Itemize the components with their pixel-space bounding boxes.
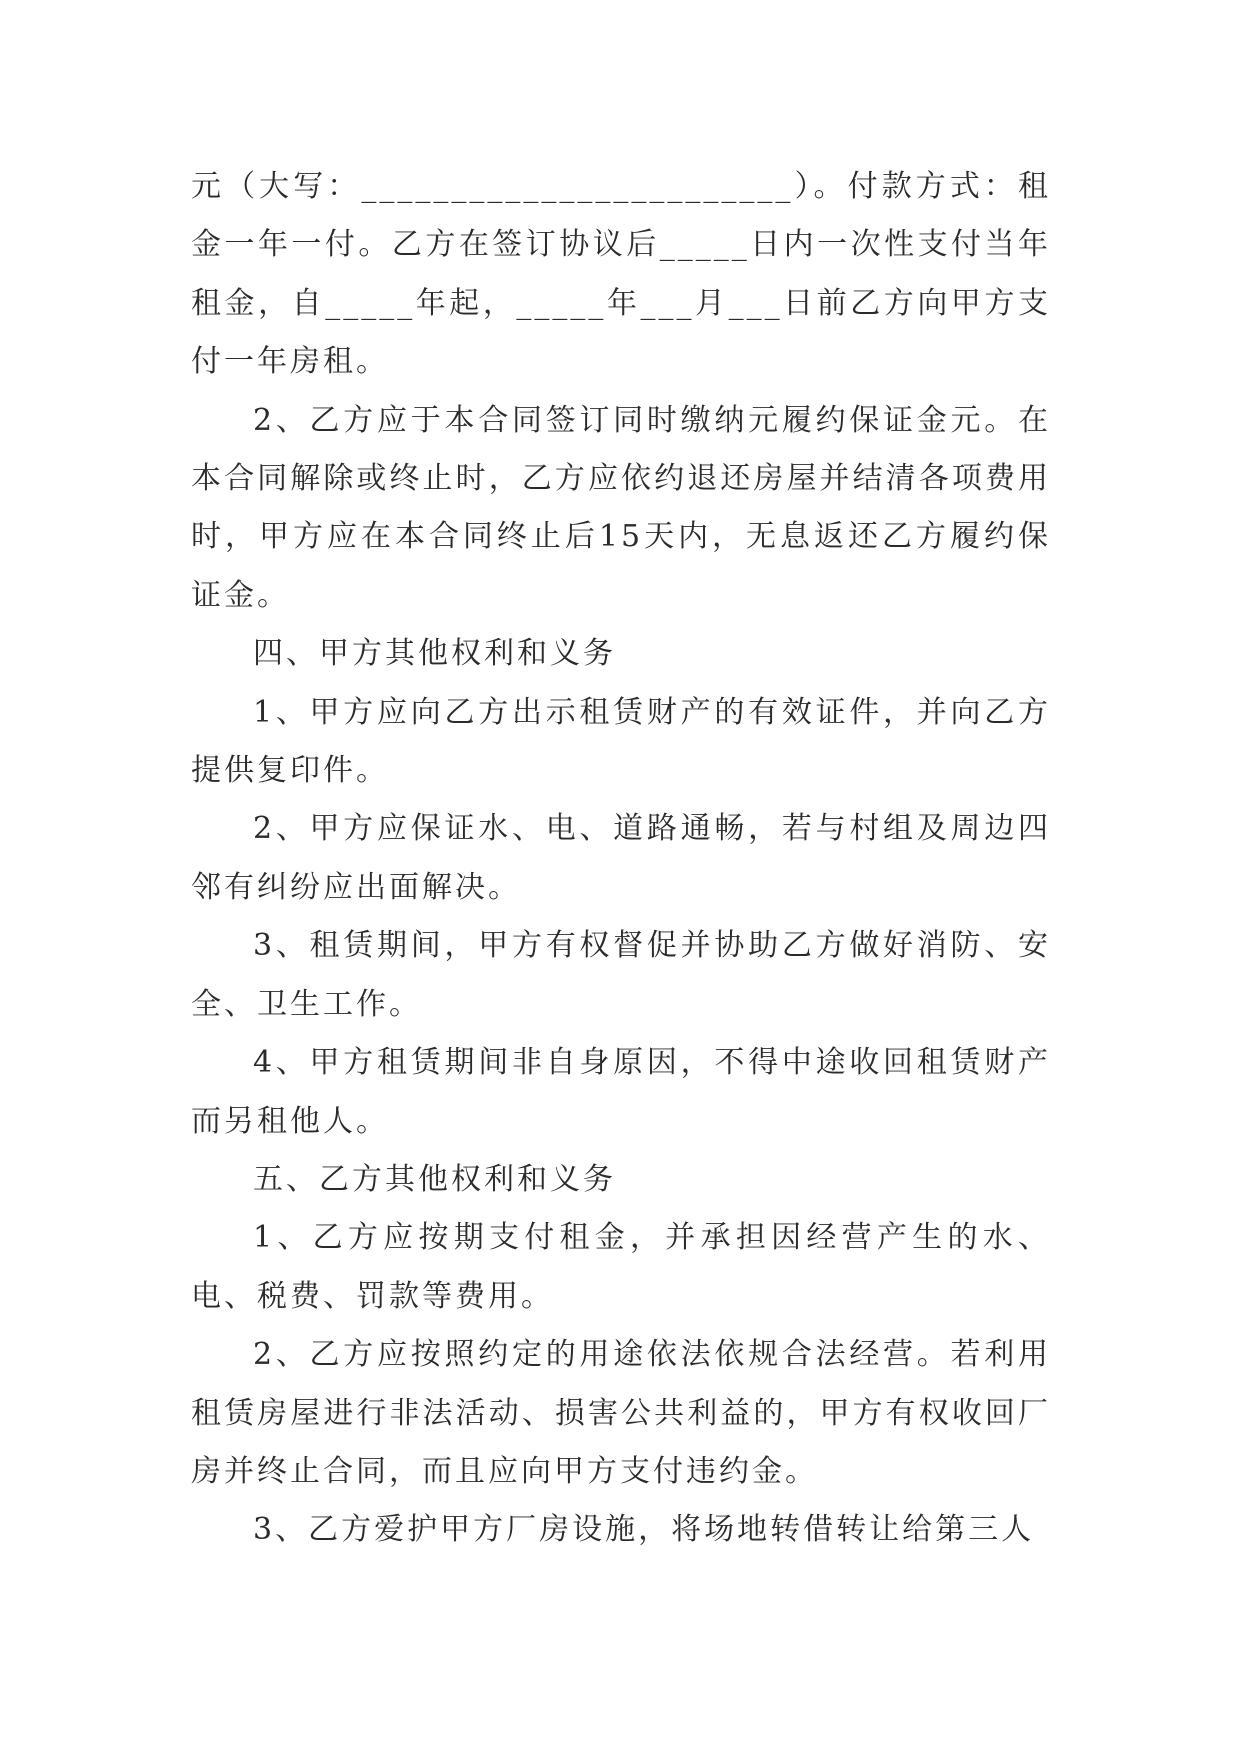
paragraph-party-b-1: 1、乙方应按期支付租金，并承担因经营产生的水、电、税费、罚款等费用。 bbox=[191, 1220, 1051, 1314]
paragraph-party-a-1: 1、甲方应向乙方出示租赁财产的有效证件，并向乙方提供复印件。 bbox=[191, 694, 1051, 789]
paragraph-party-b-2: 2、乙方应按照约定的用途依法依规合法经营。若利用租赁房屋进行非法活动、损害公共利益的，甲方有权收回厂房并终止合同，而且应向甲方支付违约金。 bbox=[191, 1337, 1051, 1489]
paragraph-party-a-2: 2、甲方应保证水、电、道路通畅，若与村组及周边四邻有纠纷应出面解决。 bbox=[191, 811, 1051, 905]
paragraph-party-a-4: 4、甲方租赁期间非自身原因，不得中途收回租赁财产而另租他人。 bbox=[191, 1045, 1051, 1139]
paragraph-rent-payment: 元（大写：________________________）。付款方式：租金一年一付。乙方在签订协议后_____日内一次性支付当年租金，自_____年起，_____年___月___日前乙方向甲方支付一年房租。 bbox=[191, 169, 1051, 380]
section-heading-party-b: 五、乙方其他权利和义务 bbox=[253, 1161, 616, 1197]
section-heading-party-a: 四、甲方其他权利和义务 bbox=[253, 636, 616, 672]
paragraph-party-a-3: 3、租赁期间，甲方有权督促并协助乙方做好消防、安全、卫生工作。 bbox=[191, 928, 1051, 1022]
paragraph-deposit: 2、乙方应于本合同签订同时缴纳元履约保证金元。在本合同解除或终止时，乙方应依约退还房屋并结清各项费用时，甲方应在本合同终止后15天内，无息返还乙方履约保证金。 bbox=[191, 402, 1051, 613]
paragraph-party-b-3: 3、乙方爱护甲方厂房设施，将场地转借转让给第三人 bbox=[253, 1512, 1035, 1548]
document-body bbox=[191, 158, 1051, 1560]
